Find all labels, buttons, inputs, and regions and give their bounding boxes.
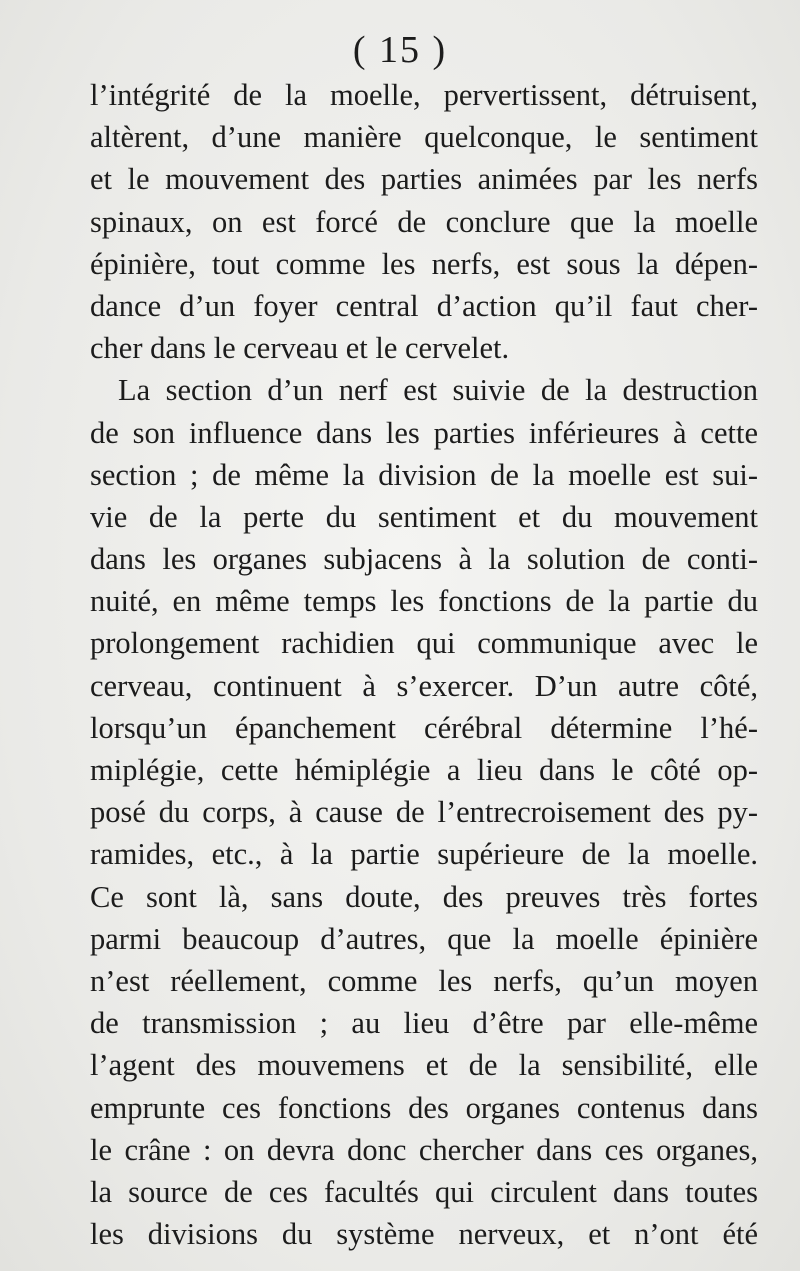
text-line: cher dans le cerveau et le cervelet.	[90, 331, 510, 366]
paragraph-2	[90, 369, 758, 1255]
text-line: La section d’un nerf est suivie de la destruction	[118, 373, 758, 408]
text-line: de transmission ; au lieu d’être par elle-même	[90, 1006, 758, 1041]
text-line: les divisions du système nerveux, et n’ont été	[90, 1217, 758, 1252]
body-text	[90, 74, 758, 1255]
text-line: l’agent des mouvemens et de la sensibilité, elle	[90, 1048, 758, 1083]
text-line: altèrent, d’une manière quelconque, le sentiment	[90, 120, 758, 155]
text-line: section ; de même la division de la moelle est sui-	[90, 457, 758, 492]
page-number: ( 15 )	[352, 29, 448, 71]
text-line: de son influence dans les parties inférieures à cette	[90, 415, 758, 450]
text-line: prolongement rachidien qui communique avec le	[90, 626, 758, 661]
text-line: la source de ces facultés qui circulent dans toutes	[90, 1174, 758, 1209]
text-line: nuité, en même temps les fonctions de la partie du	[90, 584, 758, 619]
text-line: cerveau, continuent à s’exercer. D’un autre côté,	[90, 668, 758, 703]
paragraph-1	[90, 74, 758, 369]
text-line: emprunte ces fonctions des organes contenus dans	[90, 1090, 758, 1125]
text-line: vie de la perte du sentiment et du mouvement	[90, 499, 758, 534]
text-line: Ce sont là, sans doute, des preuves très fortes	[90, 879, 758, 914]
text-line: spinaux, on est forcé de conclure que la moelle	[90, 204, 758, 239]
text-line: parmi beaucoup d’autres, que la moelle épinière	[90, 921, 758, 956]
text-line: ramides, etc., à la partie supérieure de la moelle.	[90, 837, 758, 872]
text-line: lorsqu’un épanchement cérébral détermine l’hé-	[90, 710, 758, 745]
text-line: épinière, tout comme les nerfs, est sous la dépen-	[90, 246, 758, 281]
text-line: dance d’un foyer central d’action qu’il faut cher-	[90, 288, 758, 323]
text-line: le crâne : on devra donc chercher dans ces organes,	[90, 1132, 758, 1167]
text-line: posé du corps, à cause de l’entrecroisement des py-	[90, 795, 758, 830]
text-line: miplégie, cette hémiplégie a lieu dans le côté op-	[90, 753, 758, 787]
text-line: dans les organes subjacens à la solution de conti-	[90, 542, 758, 577]
text-line: et le mouvement des parties animées par les nerfs	[90, 162, 758, 197]
text-line: n’est réellement, comme les nerfs, qu’un moyen	[90, 963, 758, 998]
text-line: l’intégrité de la moelle, pervertissent, détruisent,	[90, 78, 758, 112]
